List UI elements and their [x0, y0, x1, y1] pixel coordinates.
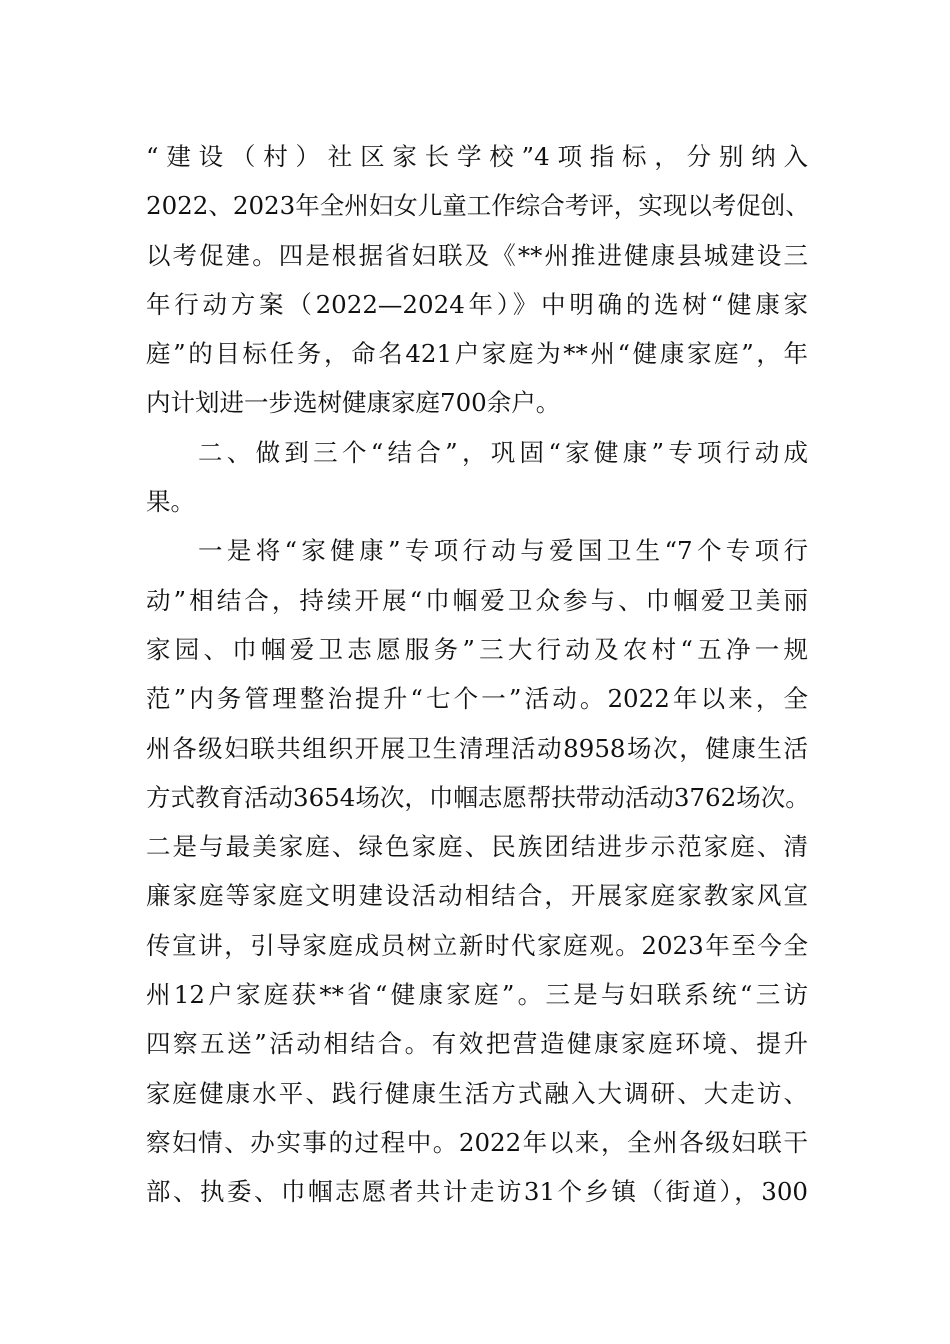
text-line: 一是将“家健康”专项行动与爱国卫生“7个专项行: [198, 536, 808, 566]
text-line: 家庭健康水平、践行健康生活方式融入大调研、大走访、: [146, 1078, 808, 1108]
text-line: 范”内务管理整治提升“七个一”活动。2022年以来，全: [146, 684, 808, 714]
text-line: 庭”的目标任务，命名421户家庭为**州“健康家庭”，年: [146, 339, 808, 369]
text-line: 四察五送”活动相结合。有效把营造健康家庭环境、提升: [146, 1029, 808, 1059]
document-body: [146, 132, 808, 1217]
text-line: 二是与最美家庭、绿色家庭、民族团结进步示范家庭、清: [146, 832, 808, 862]
text-line: 州各级妇联共组织开展卫生清理活动8958场次，健康生活: [146, 733, 808, 763]
text-line: 2022、2023年全州妇女儿童工作综合考评，实现以考促创、: [146, 191, 810, 221]
text-line: 内计划进一步选树健康家庭700余户。: [146, 388, 561, 418]
text-line: 传宣讲，引导家庭成员树立新时代家庭观。2023年至今全: [146, 930, 808, 960]
text-line: 果。: [146, 487, 195, 517]
text-line: 年行动方案（2022—2024年）》中明确的选树“健康家: [146, 289, 808, 319]
text-line: 动”相结合，持续开展“巾帼爱卫众参与、巾帼爱卫美丽: [146, 585, 808, 615]
text-line: 廉家庭等家庭文明建设活动相结合，开展家庭家教家风宣: [146, 881, 808, 911]
text-line: 以考促建。四是根据省妇联及《**州推进健康县城建设三: [146, 240, 808, 270]
text-line: 州12户家庭获**省“健康家庭”。三是与妇联系统“三访: [146, 980, 808, 1010]
text-line: 察妇情、办实事的过程中。2022年以来，全州各级妇联干: [146, 1127, 808, 1157]
text-line: 二、做到三个“结合”，巩固“家健康”专项行动成: [198, 437, 808, 467]
text-line: 方式教育活动3654场次，巾帼志愿帮扶带动活动3762场次。: [146, 782, 810, 812]
text-line: “建设（村）社区家长学校”4项指标，分别纳入: [146, 142, 808, 171]
text-line: 家园、巾帼爱卫志愿服务”三大行动及农村“五净一规: [146, 634, 808, 664]
text-line: 部、执委、巾帼志愿者共计走访31个乡镇（街道），300: [146, 1177, 808, 1207]
